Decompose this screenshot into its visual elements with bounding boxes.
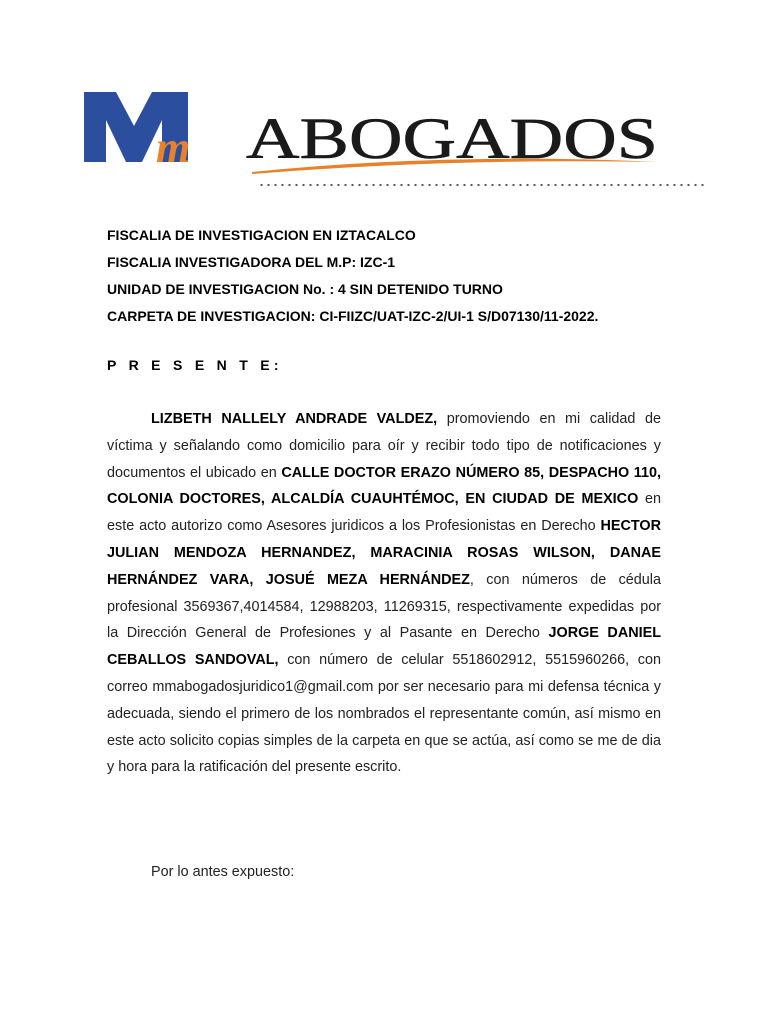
header-fiscalia-investigadora: FISCALIA INVESTIGADORA DEL M.P: IZC-1: [107, 254, 396, 270]
document-header: [107, 222, 598, 330]
header-unidad: UNIDAD DE INVESTIGACION No. : 4 SIN DETENIDO TURNO: [107, 281, 503, 297]
body-text-segment: , con números de cédula profesional 3569367,4014584, 12988203, 11269315, respectivamente expedidas por la Dirección General de Profesiones y al Pasante en Derecho: [107, 571, 661, 642]
domicilio-address: CALLE DOCTOR ERAZO NÚMERO 85, DESPACHO 110, COLONIA DOCTORES, ALCALDÍA CUAUHTÉMOC, EN CIUDAD DE MEXICO: [107, 464, 661, 508]
salutation: P R E S E N T E:: [107, 357, 283, 373]
body-text-segment: con número de celular 5518602912, 5515960266, con correo mmabogadosjuridico1@gmail.com por ser necesario para mi defensa técnica y adecuada, siendo el primero de los nombrados el representante común, así mismo en este acto solicito copias simples de la carpeta en que se actúa, así como se me de dia y hora para la ratificación del presente escrito.: [107, 652, 662, 776]
pasante-name: JORGE DANIEL CEBALLOS SANDOVAL,: [107, 625, 661, 669]
wordmark-text: ABOGADOS: [246, 108, 658, 171]
header-fiscalia: FISCALIA DE INVESTIGACION EN IZTACALCO: [107, 227, 416, 243]
dotted-divider: [258, 183, 708, 187]
svg-text:m: m: [156, 123, 191, 164]
firm-logo-mark: [84, 92, 216, 164]
header-carpeta: CARPETA DE INVESTIGACION: CI-FIIZC/UAT-IZC-2/UI-1 S/D07130/11-2022.: [107, 308, 599, 324]
body-text-segment: promoviendo en mi calidad de víctima y señalando como domicilio para oír y recibir todo tipo de notificaciones y documentos el ubicado en: [107, 411, 661, 481]
promovente-name: LIZBETH NALLELY ANDRADE VALDEZ,: [151, 411, 438, 427]
body-text-segment: en este acto autorizo como Asesores juridicos a los Profesionistas en Derecho: [107, 491, 661, 535]
firm-wordmark: [240, 108, 670, 178]
asesores-names: HECTOR JULIAN MENDOZA HERNANDEZ, MARACINIA ROSAS WILSON, DANAE HERNÁNDEZ VARA, JOSUÉ MEZA HERNÁNDEZ: [107, 518, 661, 588]
body-paragraph: [107, 406, 661, 781]
closing-line: Por lo antes expuesto:: [151, 864, 295, 880]
